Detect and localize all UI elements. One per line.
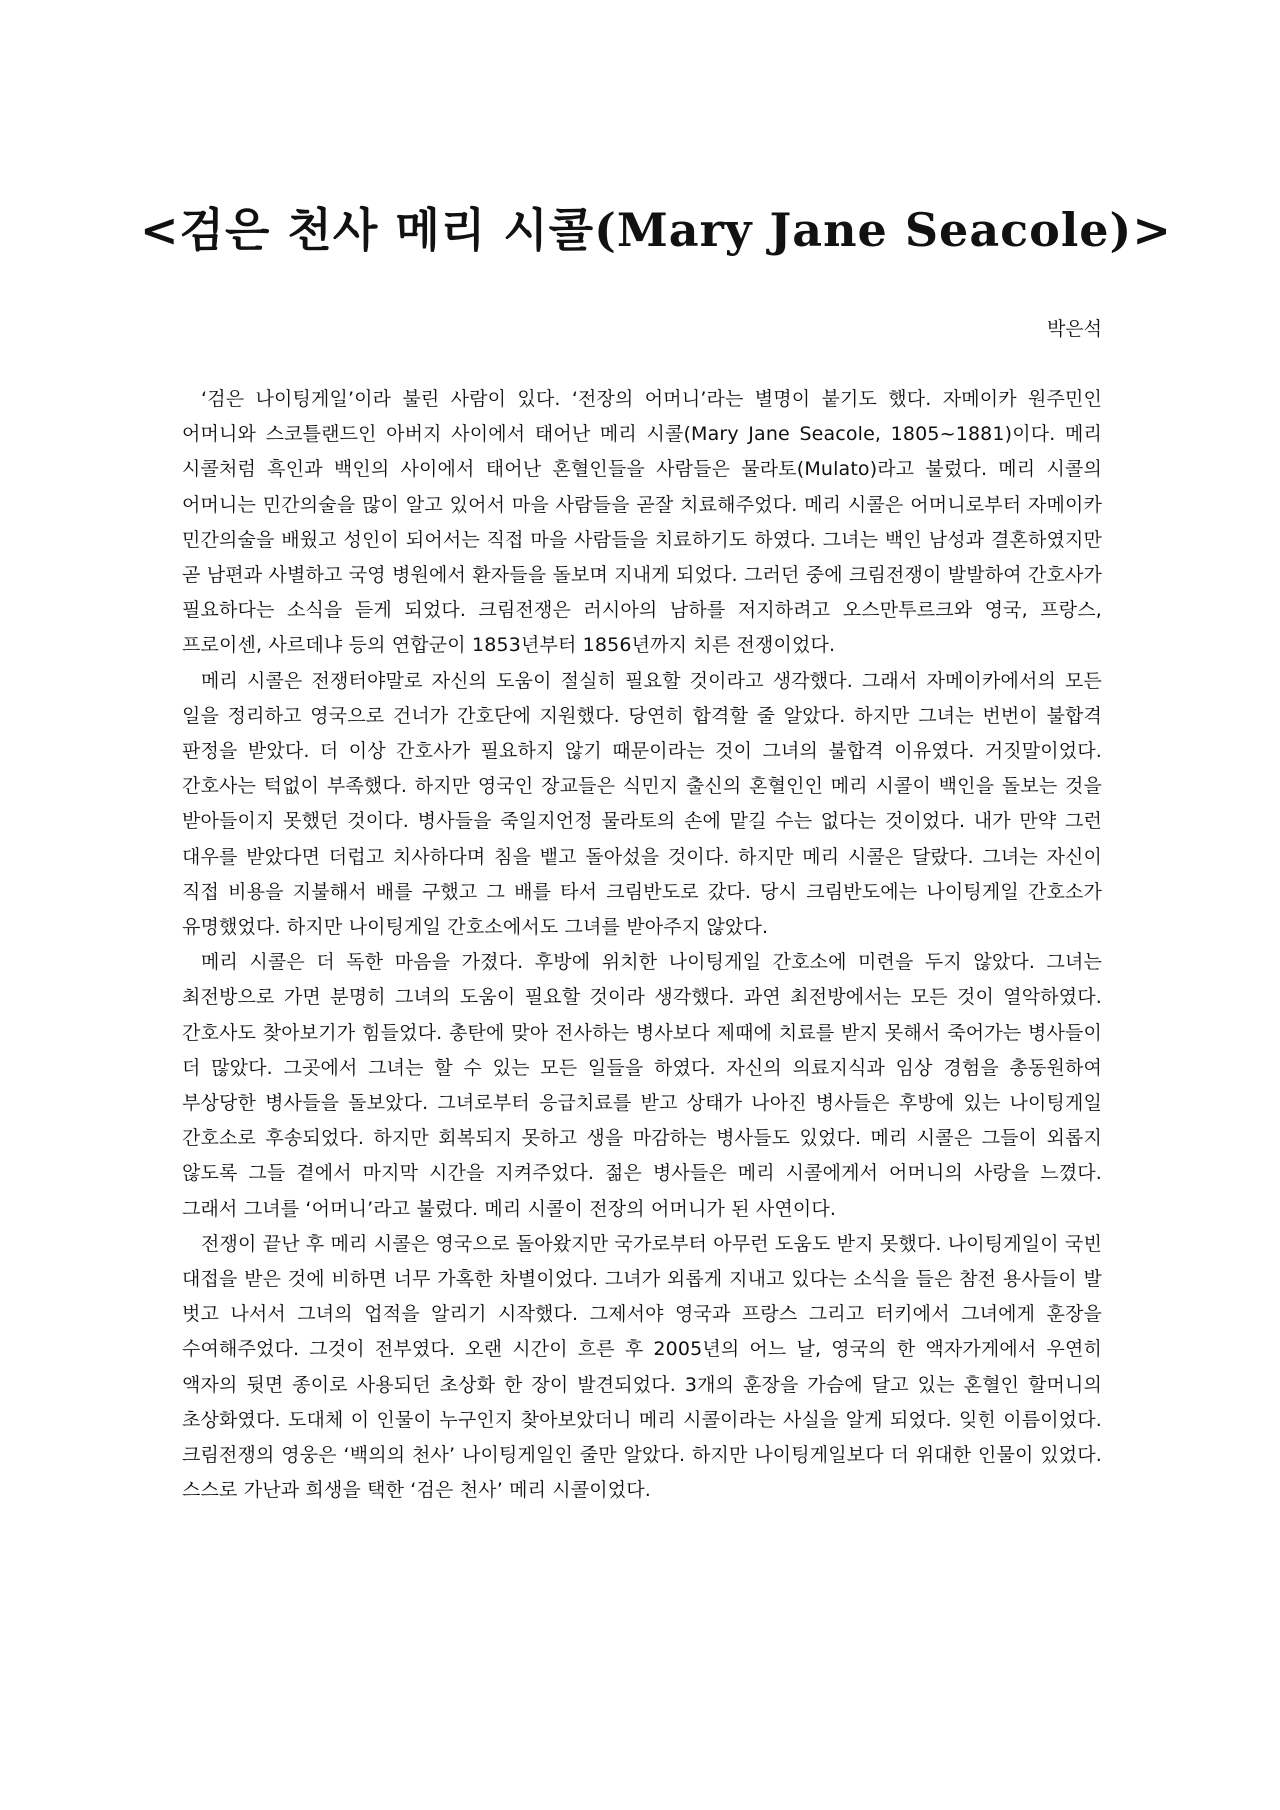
author-name: 박은석 — [1046, 318, 1102, 340]
paragraph: 메리 시콜은 전쟁터야말로 자신의 도움이 절실히 필요할 것이라고 생각했다. 그래서 자메이카에서의 모든 일을 정리하고 영국으로 건너가 간호단에 지원했다. 당연히 합격할 줄 알았다. 하지만 그녀는 번번이 불합격 판정을 받았다. 더 이상 간호사가 필요하지 않기 때문이라는 것이 그녀의 불합격 이유였다. 거짓말이었다. 간호사는 턱없이 부족했다. 하지만 영국인 장교들은 식민지 출신의 혼혈인인 메리 시콜이 백인을 돌보는 것을 받아들이지 못했던 것이다. 병사들을 죽일지언정 물라토의 손에 맡길 수는 없다는 것이었다. 내가 만약 그런 대우를 받았다면 더럽고 치사하다며 침을 뱉고 돌아섰을 것이다. 하지만 메리 시콜은 달랐다. 그녀는 자신이 직접 비용을 지불해서 배를 구했고 그 배를 타서 크림반도로 갔다. 당시 크림반도에는 나이팅게일 간호소가 유명했었다. 하지만 나이팅게일 간호소에서도 그녀를 받아주지 않았다. — [182, 669, 1102, 939]
document-title: <검은 천사 메리 시콜(Mary Jane Seacole)> — [140, 203, 1172, 257]
document-body — [182, 382, 1102, 1509]
paragraph: 전쟁이 끝난 후 메리 시콜은 영국으로 돌아왔지만 국가로부터 아무런 도움도 받지 못했다. 나이팅게일이 국빈 대접을 받은 것에 비하면 너무 가혹한 차별이었다. 그녀가 외롭게 지내고 있다는 소식을 들은 참전 용사들이 발 벗고 나서서 그녀의 업적을 알리기 시작했다. 그제서야 영국과 프랑스 그리고 터키에서 그녀에게 훈장을 수여해주었다. 그것이 전부였다. 오랜 시간이 흐른 후 2005년의 어느 날, 영국의 한 액자가게에서 우연히 액자의 뒷면 종이로 사용되던 초상화 한 장이 발견되었다. 3개의 훈장을 가슴에 달고 있는 혼혈인 할머니의 초상화였다. 도대체 이 인물이 누구인지 찾아보았더니 메리 시콜이라는 사실을 알게 되었다. 잊힌 이름이었다. 크림전쟁의 영웅은 ‘백의의 천사’ 나이팅게일인 줄만 알았다. 하지만 나이팅게일보다 더 위대한 인물이 있었다. 스스로 가난과 희생을 택한 ‘검은 천사’ 메리 시콜이었다. — [182, 1232, 1102, 1502]
paragraph: ‘검은 나이팅게일’이라 불린 사람이 있다. ‘전장의 어머니’라는 별명이 붙기도 했다. 자메이카 원주민인 어머니와 스코틀랜드인 아버지 사이에서 태어난 메리 시콜(Mary Jane Seacole, 1805~1881)이다. 메리 시콜처럼 흑인과 백인의 사이에서 태어난 혼혈인들을 사람들은 물라토(Mulato)라고 불렀다. 메리 시콜의 어머니는 민간의술을 많이 알고 있어서 마을 사람들을 곧잘 치료해주었다. 메리 시콜은 어머니로부터 자메이카 민간의술을 배웠고 성인이 되어서는 직접 마을 사람들을 치료하기도 하였다. 그녀는 백인 남성과 결혼하였지만 곧 남편과 사별하고 국영 병원에서 환자들을 돌보며 지내게 되었다. 그러던 중에 크림전쟁이 발발하여 간호사가 필요하다는 소식을 듣게 되었다. 크림전쟁은 러시아의 남하를 저지하려고 오스만투르크와 영국, 프랑스, 프로이센, 사르데냐 등의 연합군이 1853년부터 1856년까지 치른 전쟁이었다. — [182, 388, 1102, 657]
paragraph: 메리 시콜은 더 독한 마음을 가졌다. 후방에 위치한 나이팅게일 간호소에 미련을 두지 않았다. 그녀는 최전방으로 가면 분명히 그녀의 도움이 필요할 것이라 생각했다. 과연 최전방에서는 모든 것이 열악하였다. 간호사도 찾아보기가 힘들었다. 총탄에 맞아 전사하는 병사보다 제때에 치료를 받지 못해서 죽어가는 병사들이 더 많았다. 그곳에서 그녀는 할 수 있는 모든 일들을 하였다. 자신의 의료지식과 임상 경험을 총동원하여 부상당한 병사들을 돌보았다. 그녀로부터 응급치료를 받고 상태가 나아진 병사들은 후방에 있는 나이팅게일 간호소로 후송되었다. 하지만 회복되지 못하고 생을 마감하는 병사들도 있었다. 메리 시콜은 그들이 외롭지 않도록 그들 곁에서 마지막 시간을 지켜주었다. 젊은 병사들은 메리 시콜에게서 어머니의 사랑을 느꼈다. 그래서 그녀를 ‘어머니’라고 불렀다. 메리 시콜이 전장의 어머니가 된 사연이다. — [182, 951, 1102, 1220]
